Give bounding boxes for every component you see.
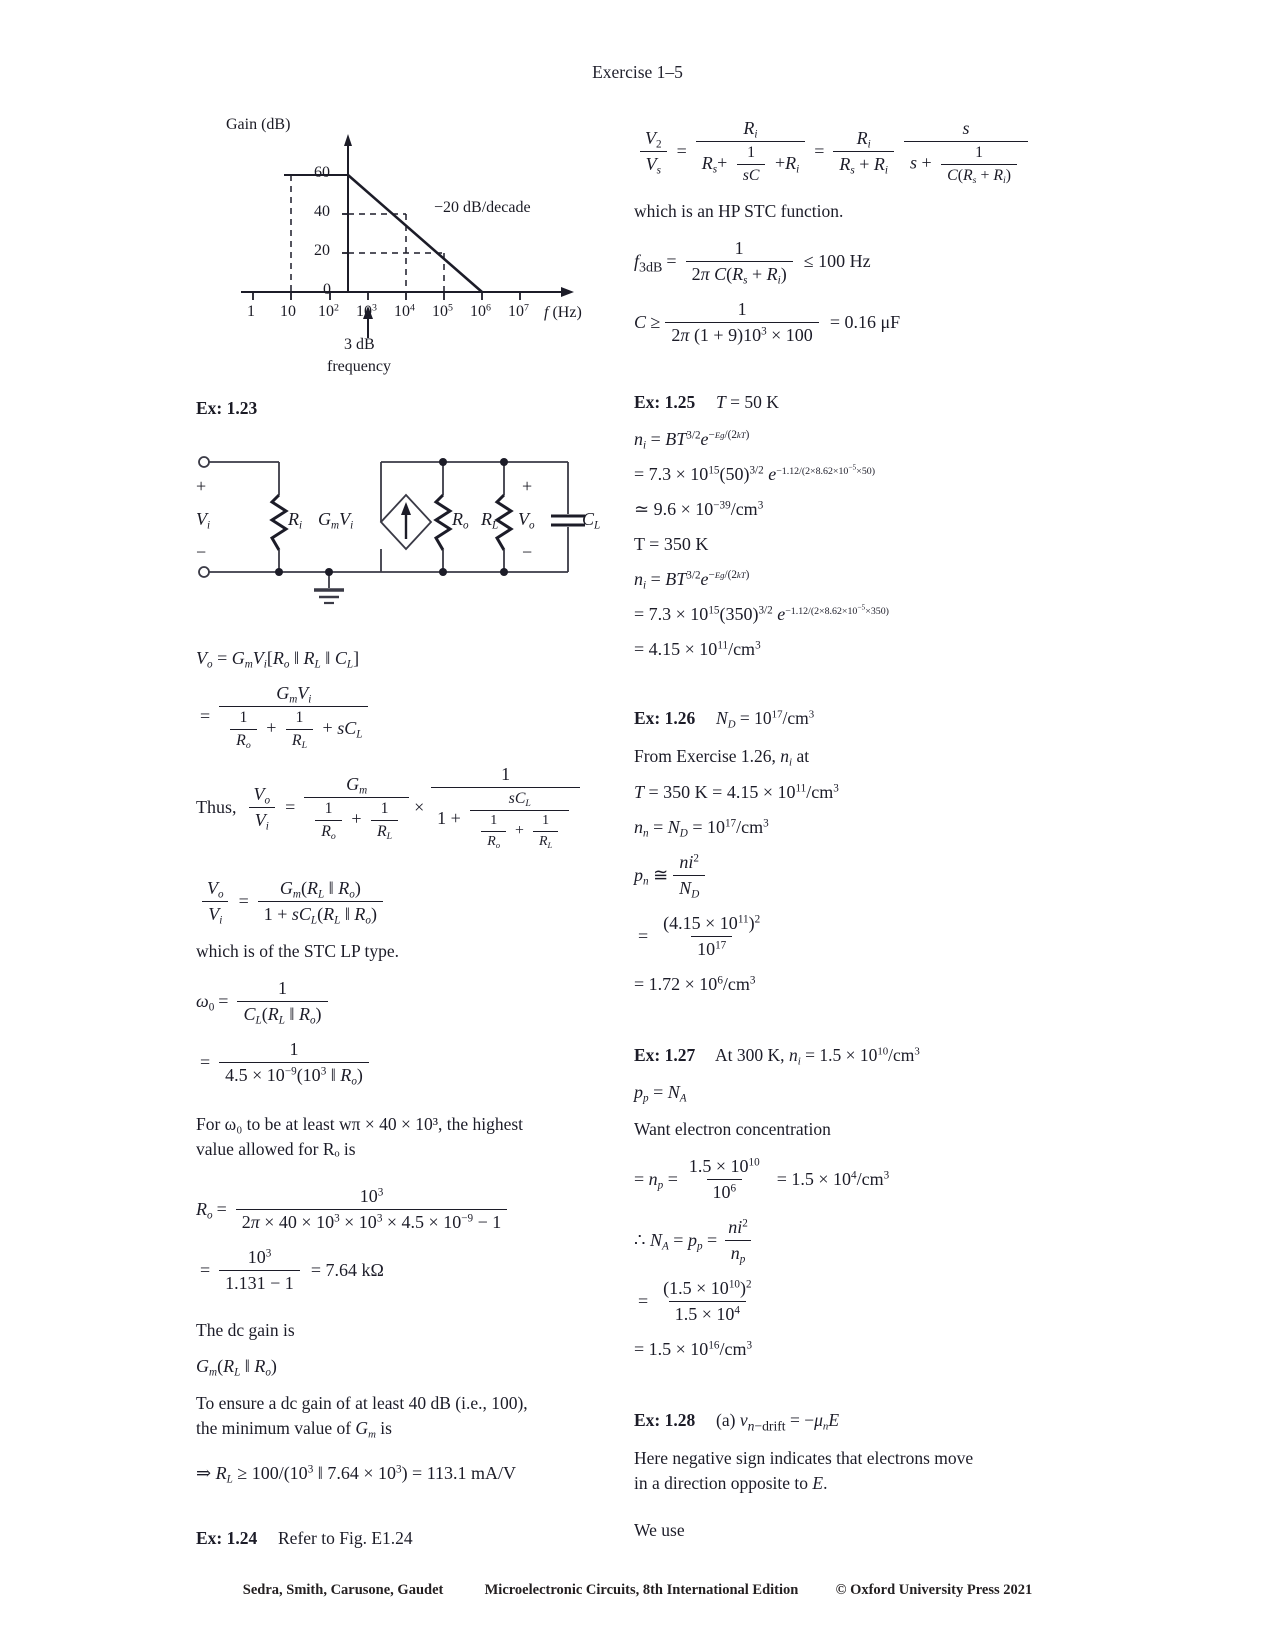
x-tick-1m: $10^6$ (470, 302, 491, 320)
ex-1-28-eq: (a) $v_{n-drift} = -\mu_nE$ (716, 1410, 840, 1434)
ex-1-25-heading: Ex: 1.25 (634, 391, 696, 412)
equation-ni-350k-value: = $7.3 \times 10^{15}(350)^{3/2}$ $e^{-1.12/(2\times 8.62\times 10^{-5}\times 350)}$ (634, 602, 889, 624)
y-tick-40: 40 (314, 203, 330, 220)
text-for-omega0-line2: value allowed for Rₒ is (196, 1138, 356, 1159)
equation-vo: $V_o = G_mV_i[R_o$ ‖ $R_L$ ‖ $C_L$] (196, 648, 360, 671)
gain-axis-label: Gain (dB) (226, 116, 291, 133)
ex-1-26-nd: $N_D = 10^{17}/cm^3$ (716, 707, 815, 731)
resistor-ri (272, 495, 286, 550)
footer-copyright: © Oxford University Press 2021 (835, 1582, 1033, 1598)
x-tick-10: 10 (280, 303, 296, 320)
x-tick-100k: $10^5$ (432, 302, 453, 320)
equation-pn-value: = $\frac{(4.15 \times 10^{11})^2}{10^{17}}$ (638, 913, 761, 960)
text-hp-stc: which is an HP STC function. (634, 201, 844, 221)
equation-pp-na: $p_p = N_A$ (634, 1082, 687, 1105)
equation-v2-vs: $\frac{V_2}{V_s}$ = $R_i$ $R_s+$ $\frac{1}{sC}$ $+R_i$ = $\frac{R_i}{R_s + R_i}$ s s + $\frac{1}{C(R_s + R_i)}$ (634, 118, 1034, 185)
text-stc-lp: which is of the STC LP type. (196, 941, 400, 961)
equation-ni-50k-value: = $7.3 \times 10^{15}(50)^{3/2}$ $e^{-1.12/(2\times 8.62\times 10^{-5}\times 50)}$ (634, 462, 875, 484)
equation-rl-result: ⇒ $R_L \ge 100/(10^3$ ‖ $7.64 \times 10^3) = 113.1$ mA/V (196, 1463, 517, 1486)
equation-np: = $n_p$ = $\frac{1.5 \times 10^{10}}{10^6}$ = $1.5 \times 10^4/cm^3$ (634, 1156, 890, 1203)
text-negative-sign-line1: Here negative sign indicates that electrons move (634, 1447, 974, 1468)
text-from-exercise: From Exercise 1.26, $n_i$ at (634, 745, 810, 768)
resistor-rl (497, 495, 511, 550)
ex-1-24-heading: Ex: 1.24 (196, 1528, 258, 1549)
text-for-omega0-line1: For ω₀ to be at least wπ × 40 × 10³, the highest (196, 1113, 524, 1134)
left-column (196, 118, 586, 1564)
x-tick-100: $10^2$ (318, 302, 339, 320)
equation-ni-350k-result: = $4.15 \times 10^{11}/cm^3$ (634, 638, 761, 659)
circuit-label-ri: $R_i$ (288, 509, 303, 532)
ex-1-23-heading: Ex: 1.23 (196, 398, 258, 418)
circuit-label-cl: $C_L$ (582, 509, 601, 532)
equation-vo-fraction: = $G_mV_i$ $\frac{1}{R_o}$ + $\frac{1}{R_L}$ + $sC_L$ (196, 683, 586, 750)
circuit-label-vo: $V_o$ (518, 509, 535, 532)
ex-1-28-block (634, 1408, 1034, 1433)
text-ensure-line2: the minimum value of $G_m$ is (196, 1418, 392, 1441)
ro-result-value: = 7.64 kΩ (310, 1259, 384, 1280)
equation-c-value: C ≥ $\frac{1}{2\pi (1 + 9)10^3 \times 100}$ = 0.16 μF (634, 298, 901, 345)
equation-na-result: = $1.5 \times 10^{16}/cm^3$ (634, 1339, 753, 1360)
circuit-label-gmvi: $G_mV_i$ (318, 509, 354, 532)
text-negative-sign-line2: in a direction opposite to E. (634, 1472, 828, 1493)
equation-ro: $R_o$ = $\frac{10^3}{2\pi \times 40 \times 10^3 \times 10^3 \times 4.5 \times 10^{-9} - 1}$ (196, 1186, 586, 1233)
ex-1-24-block (196, 1526, 586, 1551)
ex-1-26-heading: Ex: 1.26 (634, 707, 696, 728)
right-column (634, 118, 1034, 1555)
ex-1-27-heading: Ex: 1.27 (634, 1045, 696, 1066)
page-footer (0, 1582, 1275, 1599)
equation-ni-350k: $n_i = BT^{3/2}e^{-Eg/(2kT)}$ (634, 568, 750, 592)
text-ensure-line1: To ensure a dc gain of at least 40 dB (i.e., 100), (196, 1393, 528, 1414)
ex-1-25-block (634, 390, 1034, 415)
equation-transfer: $\frac{V_o}{V_i}$ = $\frac{G_m(R_L ‖ R_o)}{1 + sC_L(R_L ‖ R_o)}$ (196, 878, 586, 925)
thus-label: Thus, (196, 796, 237, 817)
text-negative-sign (634, 1446, 1034, 1496)
text-we-use: We use (634, 1519, 685, 1540)
ex-1-27-at300: At 300 K, $n_i = 1.5 \times 10^{10}/cm^3$ (715, 1045, 920, 1068)
text-for-omega0 (196, 1112, 586, 1162)
equation-ro-result: = $\frac{10^3}{1.131 - 1}$ = 7.64 kΩ (200, 1246, 384, 1293)
resistor-ro (436, 495, 450, 550)
y-tick-20: 20 (314, 242, 330, 259)
circuit-svg (196, 440, 596, 610)
footer-authors: Sedra, Smith, Carusone, Gaudet (242, 1582, 444, 1598)
text-want-electron: Want electron concentration (634, 1119, 831, 1140)
ex-1-28-heading: Ex: 1.28 (634, 1410, 696, 1431)
equation-dc-gain: $G_m(R_L$ ‖ $R_o$) (196, 1356, 277, 1379)
equation-pn-result: = $1.72 \times 10^6/cm^3$ (634, 974, 756, 995)
page-header: Exercise 1–5 (592, 62, 683, 82)
f3db-limit: ≤ 100 Hz (803, 250, 871, 271)
y-tick-60: 60 (314, 164, 330, 181)
c-result-value: = 0.16 μF (829, 311, 901, 332)
equation-thus: Thus, $\frac{V_o}{V_i}$ = $G_m$ $\frac{1}{R_o}$ + $\frac{1}{R_L}$ × 1 1 + $sC_L$ $\frac{1}{R_o}$ + $\frac{1}{R_L}$ (196, 764, 586, 850)
x-tick-10k: $10^4$ (394, 302, 415, 320)
text-ensure-gain (196, 1391, 586, 1441)
equation-nn: $n_n = N_D = 10^{17}/cm^3$ (634, 817, 769, 840)
equation-f3db: $f_{3dB}$ = $\frac{1}{2\pi C(R_s + R_i)}$ ≤ 100 Hz (634, 237, 871, 287)
x-tick-1: 1 (247, 303, 255, 320)
circuit-label-rl: $R_L$ (481, 509, 499, 532)
np-result: = $1.5 \times 10^4/cm^3$ (776, 1169, 890, 1190)
circuit-label-plus-in: + (196, 476, 207, 496)
slope-annotation: −20 dB/decade (434, 199, 531, 216)
ex-1-27-block (634, 1043, 1034, 1068)
frequency-annotation: frequency (327, 358, 391, 375)
equation-omega0-value: = $\frac{1}{4.5 \times 10^{-9}(10^3 ‖ R_o)}$ (196, 1039, 586, 1086)
frequency-axis-label: f (Hz) (544, 304, 582, 321)
equation-omega0: $\omega_0$ = $\frac{1}{C_L(R_L ‖ R_o)}$ (196, 978, 586, 1025)
3db-annotation: 3 dB (344, 336, 375, 353)
t-350k-value: T = 350 K (634, 533, 709, 554)
equation-t-350-ni: T = 350 $K = 4.15 \times 10^{11}/cm^3$ (634, 782, 839, 803)
circuit-diagram-figure (196, 440, 601, 610)
circuit-label-minus-out: − (522, 542, 533, 562)
x-tick-1k: $10^3$ (356, 302, 377, 320)
footer-book-title: Microelectronic Circuits, 8th International Edition (484, 1582, 799, 1598)
x-tick-10m: $10^7$ (508, 302, 529, 320)
ex-1-25-temp: T = 50 K (716, 391, 779, 412)
text-dc-gain: The dc gain is (196, 1319, 295, 1340)
equation-na: ∴ $N_A = p_p$ = $\frac{ni^2}{n_p}$ (634, 1217, 1034, 1264)
equation-ni-50k-result: ≃ $9.6 \times 10^{-39}/cm^3$ (634, 498, 764, 519)
y-tick-0: 0 (323, 281, 331, 298)
equation-ni-50k: $n_i = BT^{3/2}e^{-Eg/(2kT)}$ (634, 428, 750, 452)
circuit-label-vi: $V_i$ (196, 509, 211, 532)
ex-1-26-block (634, 706, 1034, 731)
ex-1-24-text: Refer to Fig. E1.24 (278, 1528, 413, 1549)
equation-t-350k (634, 534, 1034, 555)
equation-pn: $p_n$ ≅ $\frac{ni^2}{N_D}$ (634, 852, 1034, 899)
circuit-label-minus-in: − (196, 542, 207, 562)
circuit-label-ro: $R_o$ (452, 509, 469, 532)
circuit-label-plus-out: + (522, 476, 533, 496)
equation-na-value: = $\frac{(1.5 \times 10^{10})^2}{1.5 \times 10^4}$ (638, 1278, 752, 1325)
